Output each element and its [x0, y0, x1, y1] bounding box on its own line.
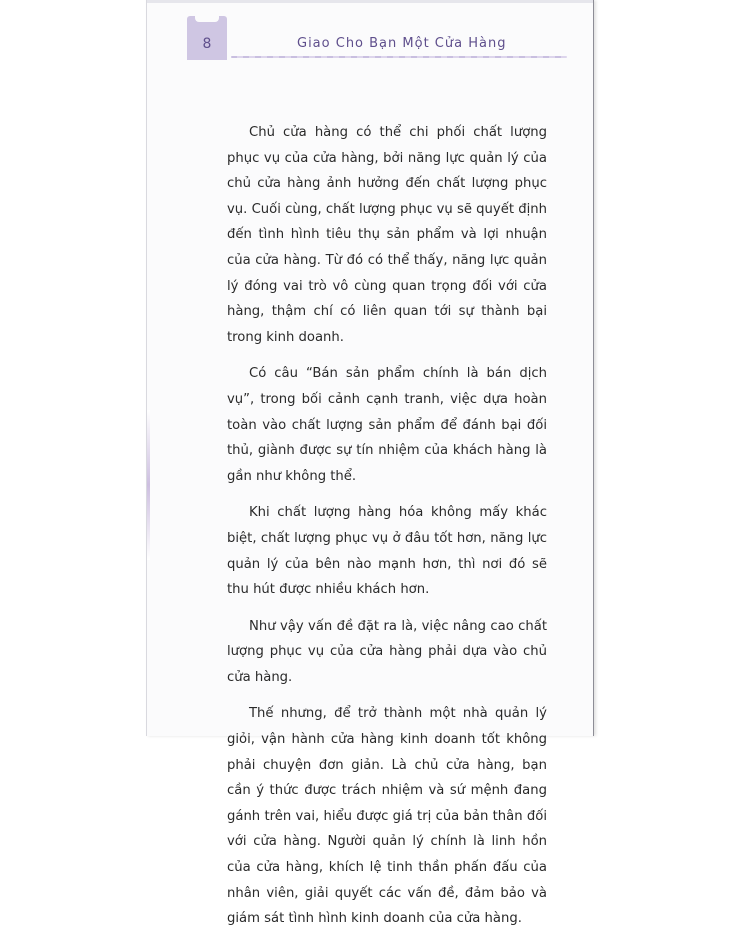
body-text [227, 120, 547, 943]
page-top-edge [147, 0, 593, 3]
paragraph: Như vậy vấn đề đặt ra là, việc nâng cao chất lượng phục vụ của cửa hàng phải dựa vào chủ cửa hàng. [227, 618, 547, 685]
paragraph: Thế nhưng, để trở thành một nhà quản lý giỏi, vận hành cửa hàng kinh doanh tốt không phải chuyện đơn giản. Là chủ cửa hàng, bạn cần ý thức được trách nhiệm và sứ mệnh đang gánh trên vai, hiểu được giá trị của bản thân đối với cửa hàng. Người quản lý chính là linh hồn của cửa hàng, khích lệ tinh thần phấn đấu của nhân viên, giải quyết các vấn đề, đảm bảo và giám sát tình hình kinh doanh của cửa hàng. [227, 706, 547, 927]
book-page [146, 0, 594, 927]
paragraph: Khi chất lượng hàng hóa không mấy khác biệt, chất lượng phục vụ ở đâu tốt hơn, năng lực quản lý của bên nào mạnh hơn, thì nơi đó sẽ thu hút được nhiều khách hơn. [227, 505, 547, 598]
paragraph: Chủ cửa hàng có thể chi phối chất lượng phục vụ của cửa hàng, bởi năng lực quản lý của chủ cửa hàng ảnh hưởng đến chất lượng phục vụ. Cuối cùng, chất lượng phục vụ sẽ quyết định đến tình hình tiêu thụ sản phẩm và lợi nhuận của cửa hàng. Từ đó có thể thấy, năng lực quản lý đóng vai trò vô cùng quan trọng đối với cửa hàng, thậm chí có liên quan tới sự thành bại trong kinh doanh. [227, 125, 547, 345]
running-header-title: Giao Cho Bạn Một Cửa Hàng [297, 36, 507, 51]
page-number: 8 [202, 36, 212, 52]
header-divider [231, 56, 567, 58]
paragraph: Có câu “Bán sản phẩm chính là bán dịch vụ”, trong bối cảnh cạnh tranh, việc dựa hoàn toàn vào chất lượng sản phẩm để đánh bại đối thủ, giành được sự tín nhiệm của khách hàng là gần như không thể. [227, 366, 547, 484]
page-left-edge-tint [147, 410, 150, 560]
